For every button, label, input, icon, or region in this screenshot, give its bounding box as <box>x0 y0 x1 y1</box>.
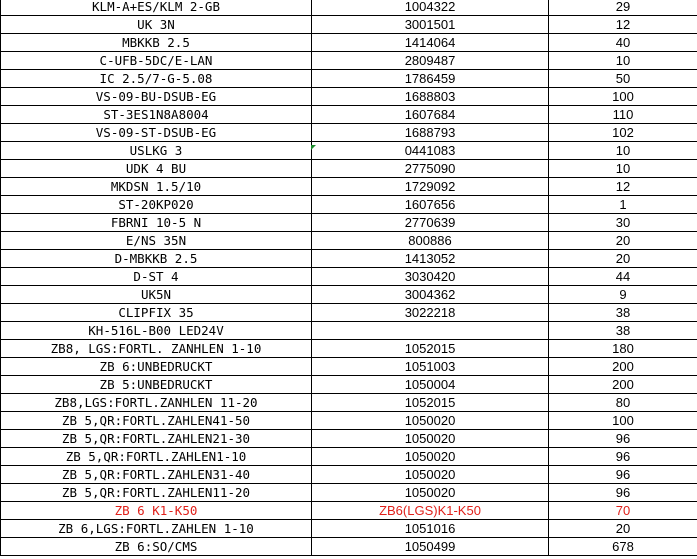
table-row <box>1 142 697 160</box>
cell-part-number[interactable]: 1413052 <box>312 250 549 268</box>
cell-part-name[interactable]: ST-3ES1N8A8004 <box>1 106 312 124</box>
cell-quantity[interactable]: 678 <box>549 538 697 556</box>
table-row <box>1 340 697 358</box>
cell-part-name[interactable]: VS-09-ST-DSUB-EG <box>1 124 312 142</box>
cell-part-number[interactable]: 1052015 <box>312 340 549 358</box>
cell-part-number[interactable]: 1051016 <box>312 520 549 538</box>
table-row <box>1 52 697 70</box>
cell-quantity[interactable]: 20 <box>549 250 697 268</box>
cell-quantity[interactable]: 40 <box>549 34 697 52</box>
table-row <box>1 304 697 322</box>
cell-quantity[interactable]: 20 <box>549 232 697 250</box>
cell-part-number[interactable]: 1607656 <box>312 196 549 214</box>
cell-quantity[interactable]: 70 <box>549 502 697 520</box>
cell-quantity[interactable]: 96 <box>549 484 697 502</box>
table-row <box>1 268 697 286</box>
cell-quantity[interactable]: 9 <box>549 286 697 304</box>
cell-quantity[interactable]: 100 <box>549 88 697 106</box>
cell-quantity[interactable]: 10 <box>549 142 697 160</box>
cell-part-number[interactable]: 1688803 <box>312 88 549 106</box>
cell-part-name[interactable]: ZB8, LGS:FORTL. ZANHLEN 1-10 <box>1 340 312 358</box>
table-row <box>1 70 697 88</box>
cell-part-name[interactable]: ZB 5,QR:FORTL.ZAHLEN31-40 <box>1 466 312 484</box>
cell-part-name[interactable]: KLM-A+ES/KLM 2-GB <box>1 0 312 16</box>
cell-quantity[interactable]: 180 <box>549 340 697 358</box>
cell-part-number[interactable]: 3004362 <box>312 286 549 304</box>
cell-quantity[interactable]: 29 <box>549 0 697 16</box>
cell-quantity[interactable]: 10 <box>549 160 697 178</box>
table-row <box>1 106 697 124</box>
cell-part-name[interactable]: UDK 4 BU <box>1 160 312 178</box>
table-row <box>1 394 697 412</box>
table-row <box>1 466 697 484</box>
table-row <box>1 88 697 106</box>
table-row <box>1 520 697 538</box>
cell-quantity[interactable]: 38 <box>549 304 697 322</box>
table-row <box>1 286 697 304</box>
cell-part-name[interactable]: MBKKB 2.5 <box>1 34 312 52</box>
cell-quantity[interactable]: 96 <box>549 448 697 466</box>
cell-part-number[interactable]: 2775090 <box>312 160 549 178</box>
cell-part-name[interactable]: ZB 6 K1-K50 <box>1 502 312 520</box>
cell-part-number[interactable]: 1004322 <box>312 0 549 16</box>
table-row <box>1 0 697 16</box>
cell-part-number[interactable]: 1052015 <box>312 394 549 412</box>
table-row <box>1 178 697 196</box>
table-row <box>1 448 697 466</box>
table-row <box>1 376 697 394</box>
cell-part-name[interactable]: ZB 5,QR:FORTL.ZAHLEN21-30 <box>1 430 312 448</box>
cell-part-number[interactable]: 3022218 <box>312 304 549 322</box>
cell-part-name[interactable]: ZB 6,LGS:FORTL.ZAHLEN 1-10 <box>1 520 312 538</box>
cell-part-name[interactable]: ZB 6:UNBEDRUCKT <box>1 358 312 376</box>
cell-quantity[interactable]: 80 <box>549 394 697 412</box>
cell-quantity[interactable]: 102 <box>549 124 697 142</box>
cell-part-name[interactable]: ZB8,LGS:FORTL.ZANHLEN 11-20 <box>1 394 312 412</box>
cell-part-number[interactable]: 1729092 <box>312 178 549 196</box>
cell-part-number[interactable]: 1051003 <box>312 358 549 376</box>
cell-part-number[interactable]: 3030420 <box>312 268 549 286</box>
cell-part-number[interactable]: 1050020 <box>312 466 549 484</box>
cell-part-name[interactable]: E/NS 35N <box>1 232 312 250</box>
table-row <box>1 358 697 376</box>
cell-part-number[interactable]: 1050020 <box>312 484 549 502</box>
cell-part-number[interactable]: 2809487 <box>312 52 549 70</box>
cell-part-number[interactable]: 1414064 <box>312 34 549 52</box>
cell-part-number[interactable] <box>312 322 549 340</box>
cell-part-name[interactable]: D-ST 4 <box>1 268 312 286</box>
table-row <box>1 538 697 556</box>
cell-quantity[interactable]: 50 <box>549 70 697 88</box>
table-row <box>1 196 697 214</box>
table-row <box>1 16 697 34</box>
cell-part-number[interactable]: 1607684 <box>312 106 549 124</box>
cell-part-name[interactable]: ST-20KP020 <box>1 196 312 214</box>
cell-quantity[interactable]: 200 <box>549 358 697 376</box>
cell-part-number[interactable]: ZB6(LGS)K1-K50 <box>312 502 549 520</box>
cell-quantity[interactable]: 10 <box>549 52 697 70</box>
cell-part-number[interactable]: 3001501 <box>312 16 549 34</box>
cell-part-number[interactable]: 2770639 <box>312 214 549 232</box>
cell-quantity[interactable]: 110 <box>549 106 697 124</box>
cell-part-number[interactable]: 0441083 <box>312 142 549 160</box>
cell-part-name[interactable]: KH-516L-B00 LED24V <box>1 322 312 340</box>
cell-quantity[interactable]: 12 <box>549 178 697 196</box>
cell-part-name[interactable]: USLKG 3 <box>1 142 312 160</box>
cell-part-name[interactable]: ZB 5,QR:FORTL.ZAHLEN11-20 <box>1 484 312 502</box>
table-row <box>1 34 697 52</box>
cell-part-name[interactable]: ZB 6:SO/CMS <box>1 538 312 556</box>
cell-quantity[interactable]: 30 <box>549 214 697 232</box>
cell-part-number[interactable]: 1786459 <box>312 70 549 88</box>
table-row <box>1 502 697 520</box>
table-body <box>1 0 697 556</box>
cell-quantity[interactable]: 38 <box>549 322 697 340</box>
cell-part-name[interactable]: ZB 5,QR:FORTL.ZAHLEN41-50 <box>1 412 312 430</box>
table-row <box>1 232 697 250</box>
table-row <box>1 412 697 430</box>
cell-part-number[interactable]: 1050020 <box>312 430 549 448</box>
cell-part-number[interactable]: 1688793 <box>312 124 549 142</box>
table-row <box>1 322 697 340</box>
cell-quantity[interactable]: 44 <box>549 268 697 286</box>
cell-part-name[interactable]: C-UFB-5DC/E-LAN <box>1 52 312 70</box>
cell-part-name[interactable]: VS-09-BU-DSUB-EG <box>1 88 312 106</box>
cell-part-number[interactable]: 800886 <box>312 232 549 250</box>
cell-part-number[interactable]: 1050020 <box>312 412 549 430</box>
table-row <box>1 484 697 502</box>
cell-part-name[interactable]: FBRNI 10-5 N <box>1 214 312 232</box>
cell-quantity[interactable]: 100 <box>549 412 697 430</box>
cell-part-name[interactable]: UK 3N <box>1 16 312 34</box>
table-row <box>1 430 697 448</box>
cell-quantity[interactable]: 20 <box>549 520 697 538</box>
cell-quantity[interactable]: 96 <box>549 430 697 448</box>
table-row <box>1 250 697 268</box>
cell-quantity[interactable]: 1 <box>549 196 697 214</box>
cell-part-number[interactable]: 1050499 <box>312 538 549 556</box>
table-row <box>1 160 697 178</box>
comment-indicator-icon <box>311 145 316 150</box>
cell-part-name[interactable]: UK5N <box>1 286 312 304</box>
table-row <box>1 214 697 232</box>
cell-part-name[interactable]: MKDSN 1.5/10 <box>1 178 312 196</box>
cell-quantity[interactable]: 200 <box>549 376 697 394</box>
cell-part-name[interactable]: ZB 5:UNBEDRUCKT <box>1 376 312 394</box>
cell-part-number[interactable]: 1050020 <box>312 448 549 466</box>
cell-part-name[interactable]: IC 2.5/7-G-5.08 <box>1 70 312 88</box>
cell-part-number[interactable]: 1050004 <box>312 376 549 394</box>
table-row <box>1 124 697 142</box>
cell-quantity[interactable]: 96 <box>549 466 697 484</box>
cell-quantity[interactable]: 12 <box>549 16 697 34</box>
cell-part-name[interactable]: ZB 5,QR:FORTL.ZAHLEN1-10 <box>1 448 312 466</box>
cell-part-name[interactable]: D-MBKKB 2.5 <box>1 250 312 268</box>
cell-part-name[interactable]: CLIPFIX 35 <box>1 304 312 322</box>
